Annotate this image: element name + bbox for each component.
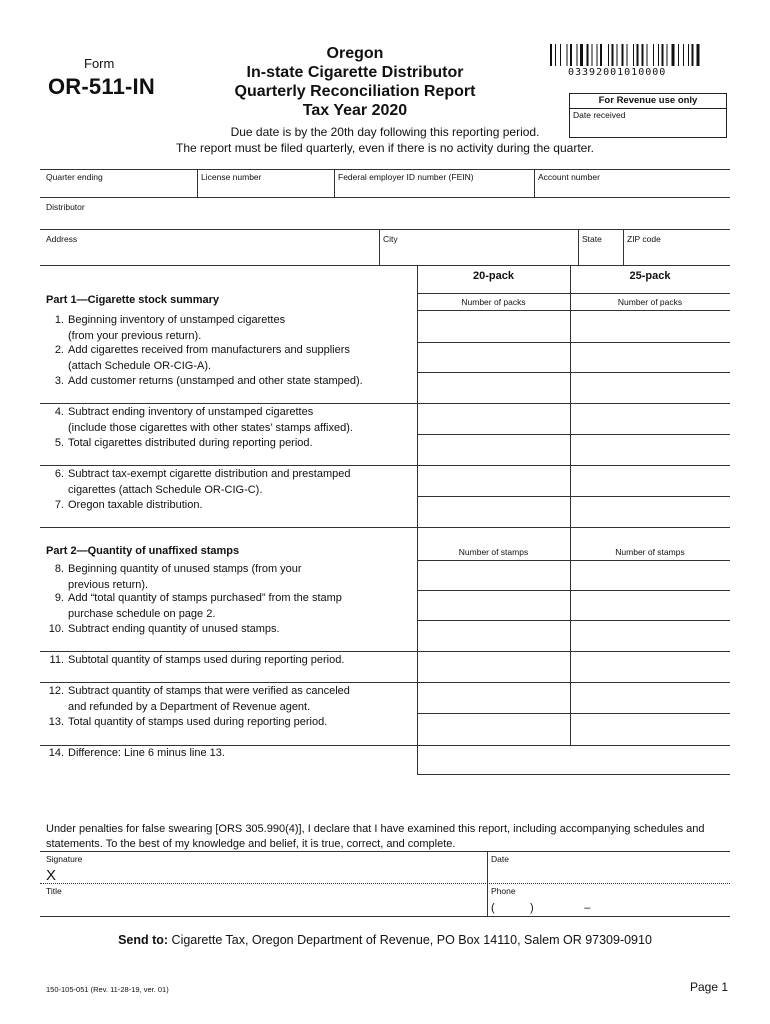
column-divider (417, 745, 418, 774)
line-13-num: 13. (48, 716, 64, 728)
line-8-cont: previous return). (68, 578, 149, 591)
rule (379, 229, 380, 265)
rule (40, 916, 730, 917)
packs-label-20: Number of packs (461, 297, 526, 307)
line-10-text: Subtract ending quantity of unused stamps. (68, 623, 280, 635)
form-word: Form (84, 56, 115, 71)
due-line-2: The report must be filed quarterly, even if there is no activity during the quarter. (176, 140, 594, 155)
title-line-1: Oregon (326, 45, 384, 62)
line-14-num: 14. (48, 747, 64, 759)
line-1-cont: (from your previous return). (68, 329, 202, 342)
rule (623, 229, 624, 265)
send-to-address: Cigarette Tax, Oregon Department of Revenue, PO Box 14110, Salem OR 97309-0910 (171, 933, 652, 947)
form-number: OR-511-IN (48, 74, 155, 99)
date-received-label: Date received (573, 110, 626, 120)
date-field[interactable]: Date (491, 854, 509, 864)
column-divider (417, 265, 418, 745)
distributor-field[interactable]: Distributor (46, 202, 85, 212)
line-1 (46, 313, 285, 344)
line-7-text: Oregon taxable distribution. (68, 499, 203, 511)
line-7-num: 7. (54, 499, 64, 511)
line-5-text: Total cigarettes distributed during reporting period. (68, 437, 313, 449)
send-to (40, 933, 730, 947)
line-6-num: 6. (54, 468, 64, 480)
line-2 (46, 343, 350, 374)
line-4-num: 4. (54, 406, 64, 418)
line-4 (46, 405, 353, 436)
account-number-field[interactable]: Account number (538, 172, 600, 182)
line-9 (46, 591, 342, 622)
line-5 (46, 436, 313, 452)
line-12-cont: and refunded by a Department of Revenue agent. (68, 700, 311, 713)
phone-template: ( ) – (491, 902, 591, 914)
row-rule (417, 620, 730, 621)
line-11-num: 11. (49, 654, 64, 666)
zip-code-field[interactable]: ZIP code (627, 234, 661, 244)
rule (197, 169, 198, 197)
rule (40, 265, 730, 266)
row-rule (417, 713, 730, 714)
row-rule (40, 651, 730, 652)
line-9-num: 9. (54, 592, 64, 604)
row-rule (417, 342, 730, 343)
row-rule (417, 774, 730, 775)
quarter-ending-field[interactable]: Quarter ending (46, 172, 103, 182)
signature-field[interactable]: Signature (46, 854, 83, 864)
line-2-text: Add cigarettes received from manufacturers and suppliers (68, 344, 350, 356)
line-9-cont: purchase schedule on page 2. (68, 607, 216, 620)
line-12 (46, 684, 350, 715)
row-rule (417, 372, 730, 373)
rule (334, 169, 335, 197)
col-20-pack-header: 20-pack (473, 270, 514, 282)
line-8-num: 8. (54, 563, 64, 575)
due-date-notice (40, 125, 730, 156)
stamps-label-20: Number of stamps (458, 547, 529, 557)
row-rule (417, 496, 730, 497)
line-2-cont: (attach Schedule OR-CIG-A). (68, 359, 212, 372)
form-title (200, 44, 510, 120)
send-to-label: Send to: (118, 933, 169, 947)
line-6-text: Subtract tax-exempt cigarette distribution and prestamped (68, 468, 351, 480)
revision-code: 150-105-051 (Rev. 11-28-19, ver. 01) (46, 985, 169, 994)
rule (40, 197, 730, 198)
address-field[interactable]: Address (46, 234, 78, 244)
line-6-cont: cigarettes (attach Schedule OR-CIG-C). (68, 483, 263, 496)
title-line-2: In-state Cigarette Distributor (246, 64, 464, 81)
fein-field[interactable]: Federal employer ID number (FEIN) (338, 172, 474, 182)
part-1-title: Part 1—Cigarette stock summary (46, 294, 220, 306)
line-3-num: 3. (54, 375, 64, 387)
stamps-label-25: Number of stamps (615, 547, 685, 557)
line-13-text: Total quantity of stamps used during reporting period. (68, 716, 328, 728)
line-3-text: Add customer returns (unstamped and other state stamped). (68, 375, 363, 387)
row-rule (40, 403, 730, 404)
title-line-3: Quarterly Reconciliation Report (234, 83, 476, 100)
line-6 (46, 467, 350, 498)
line-1-num: 1. (54, 314, 64, 326)
packs-label-25: Number of packs (617, 297, 683, 307)
phone-field[interactable]: Phone (491, 886, 516, 896)
line-5-num: 5. (54, 437, 64, 449)
line-12-num: 12. (48, 685, 64, 697)
row-rule (417, 434, 730, 435)
line-4-cont: (include those cigarettes with other states’ stamps affixed). (68, 421, 353, 434)
line-14-text: Difference: Line 6 minus line 13. (68, 747, 225, 759)
license-number-field[interactable]: License number (201, 172, 262, 182)
rule (578, 229, 579, 265)
line-4-text: Subtract ending inventory of unstamped cigarettes (68, 406, 314, 418)
line-8-text: Beginning quantity of unused stamps (from your (68, 563, 302, 575)
city-field[interactable]: City (383, 234, 398, 244)
rule (40, 169, 730, 170)
row-rule (40, 465, 730, 466)
line-3 (46, 374, 363, 390)
barcode-number: 03392001010000 (568, 67, 667, 78)
title-line-4: Tax Year 2020 (302, 102, 408, 119)
col-25-pack-header: 25-pack (629, 270, 671, 282)
line-12-text: Subtract quantity of stamps that were verified as canceled (68, 685, 350, 697)
rule (417, 310, 730, 311)
line-2-num: 2. (54, 344, 64, 356)
rule (417, 560, 730, 561)
line-11-text: Subtotal quantity of stamps used during reporting period. (68, 654, 345, 666)
barcode (550, 44, 730, 66)
revenue-use-title: For Revenue use only (570, 94, 726, 109)
line-13 (46, 715, 327, 731)
line-8 (46, 562, 302, 593)
rule (40, 229, 730, 230)
rule (417, 293, 730, 294)
line-10-num: 10. (48, 623, 64, 635)
rule (40, 883, 730, 884)
column-divider (570, 265, 571, 745)
title-field[interactable]: Title (46, 886, 62, 896)
line-1-text: Beginning inventory of unstamped cigarettes (68, 314, 286, 326)
row-rule (417, 590, 730, 591)
rule (40, 851, 730, 852)
row-rule (40, 527, 730, 528)
row-rule (40, 682, 730, 683)
line-14 (46, 746, 225, 762)
state-field[interactable]: State (582, 234, 602, 244)
rule (534, 169, 535, 197)
penalty-statement: Under penalties for false swearing [ORS 305.990(4)], I declare that I have examined this report, including accompanying schedules and statements. To the best of my knowledge and belief, it is true, correct, and complete. (46, 823, 705, 850)
due-line-1: Due date is by the 20th day following this reporting period. (230, 125, 540, 139)
page-number: Page 1 (690, 980, 729, 994)
part-2-title: Part 2—Quantity of unaffixed stamps (46, 545, 240, 557)
line-11 (46, 653, 344, 669)
line-10 (46, 622, 280, 638)
line-7 (46, 498, 203, 514)
line-9-text: Add “total quantity of stamps purchased” from the stamp (68, 592, 342, 604)
signature-x-mark: X (46, 867, 57, 884)
